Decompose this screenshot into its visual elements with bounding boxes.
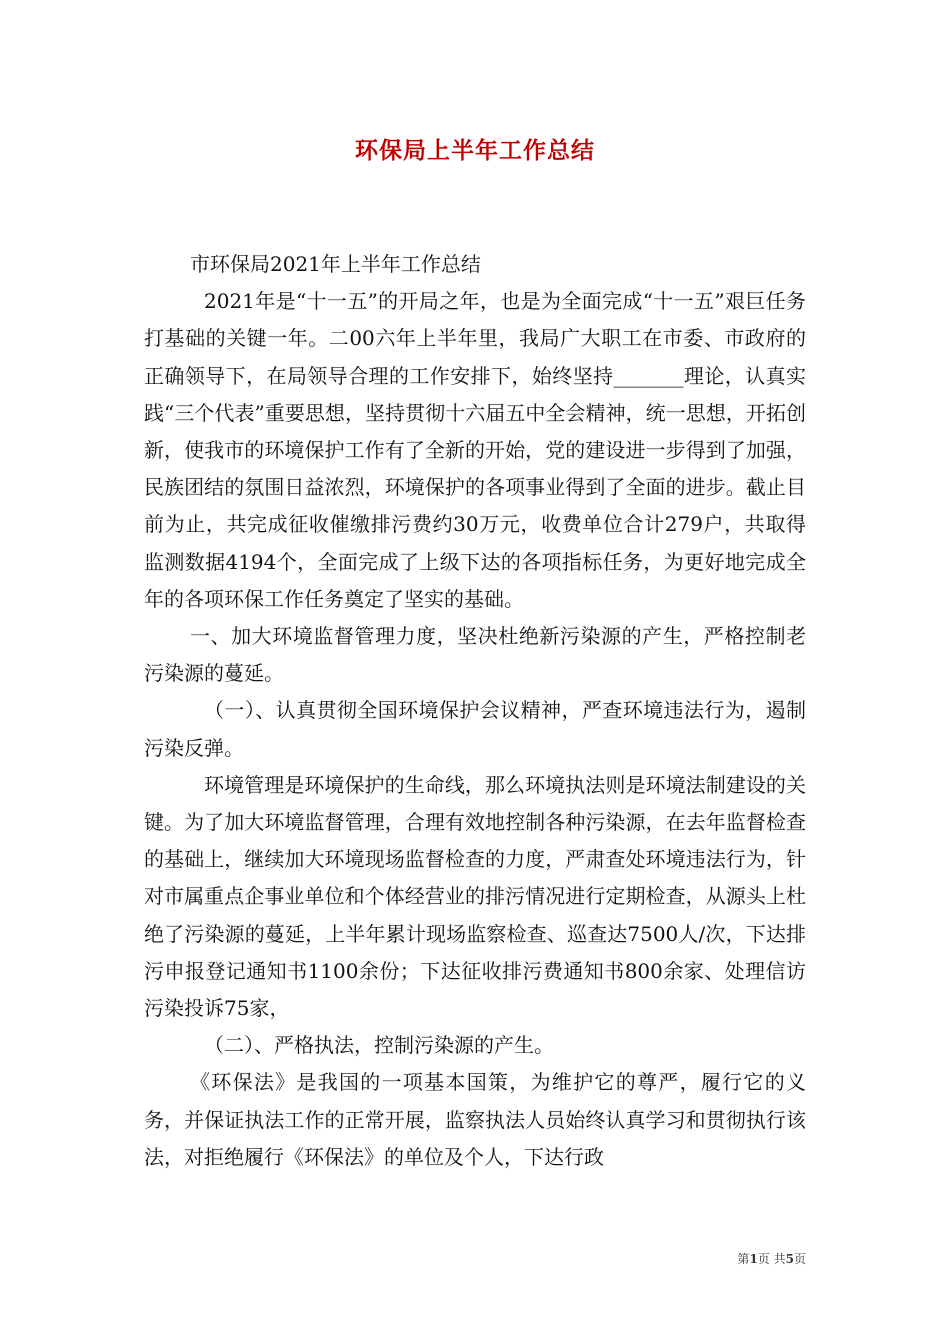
footer-suffix: 页 <box>793 1252 806 1266</box>
footer-prefix: 第 <box>737 1252 750 1266</box>
footer-total-pages: 5 <box>785 1252 794 1266</box>
paragraph-subtitle: 市环保局2021年上半年工作总结 <box>190 252 481 276</box>
paragraph-subsection-1-heading: （一）、认真贯彻全国环境保护会议精神，严查环境违法行为，遏制污染反弹。 <box>144 698 806 760</box>
footer-page-number: 1 <box>749 1252 758 1266</box>
document-title: 环保局上半年工作总结 <box>355 137 595 164</box>
document-body <box>144 246 806 1176</box>
paragraph-subsection-1-body: 环境管理是环境保护的生命线，那么环境执法则是环境法制建设的关键。为了加大环境监督管理，合理有效地控制各种污染源，在去年监督检查的基础上，继续加大环境现场监督检查的力度，严肃查处环境违法行为，针对市属重点企事业单位和个体经营业的排污情况进行定期检查，从源头上杜绝了污染源的蔓延，上半年累计现场监察检查、巡查达7500人/次，下达排污申报登记通知书1100余份；下达征收排污费通知书800余家、处理信访污染投诉75家， <box>144 772 806 1021</box>
paragraph-intro: 2021年是“十一五”的开局之年，也是为全面完成“十一五”艰巨任务打基础的关键一年。二00六年上半年里，我局广大职工在市委、市政府的正确领导下，在局领导合理的工作安排下，始终坚持_______理论，认真实践“三个代表”重要思想，坚持贯彻十六届五中全会精神，统一思想，开拓创新，使我市的环境保护工作有了全新的开始，党的建设进一步得到了加强，民族团结的氛围日益浓烈，环境保护的各项事业得到了全面的进步。截止目前为止，共完成征收催缴排污费约30万元，收费单位合计279户，共取得监测数据4194个，全面完成了上级下达的各项指标任务，为更好地完成全年的各项环保工作任务奠定了坚实的基础。 <box>144 289 806 611</box>
paragraph-subsection-2-body: 《环保法》是我国的一项基本国策，为维护它的尊严，履行它的义务，并保证执法工作的正常开展，监察执法人员始终认真学习和贯彻执行该法，对拒绝履行《环保法》的单位及个人，下达行政 <box>144 1070 806 1169</box>
paragraph-section-1-heading: 一、加大环境监督管理力度，坚决杜绝新污染源的产生，严格控制老污染源的蔓延。 <box>144 624 806 686</box>
footer-middle: 页 共 <box>757 1252 786 1266</box>
paragraph-subsection-2-heading: （二）、严格执法，控制污染源的产生。 <box>204 1033 554 1058</box>
page-footer <box>737 1250 806 1267</box>
